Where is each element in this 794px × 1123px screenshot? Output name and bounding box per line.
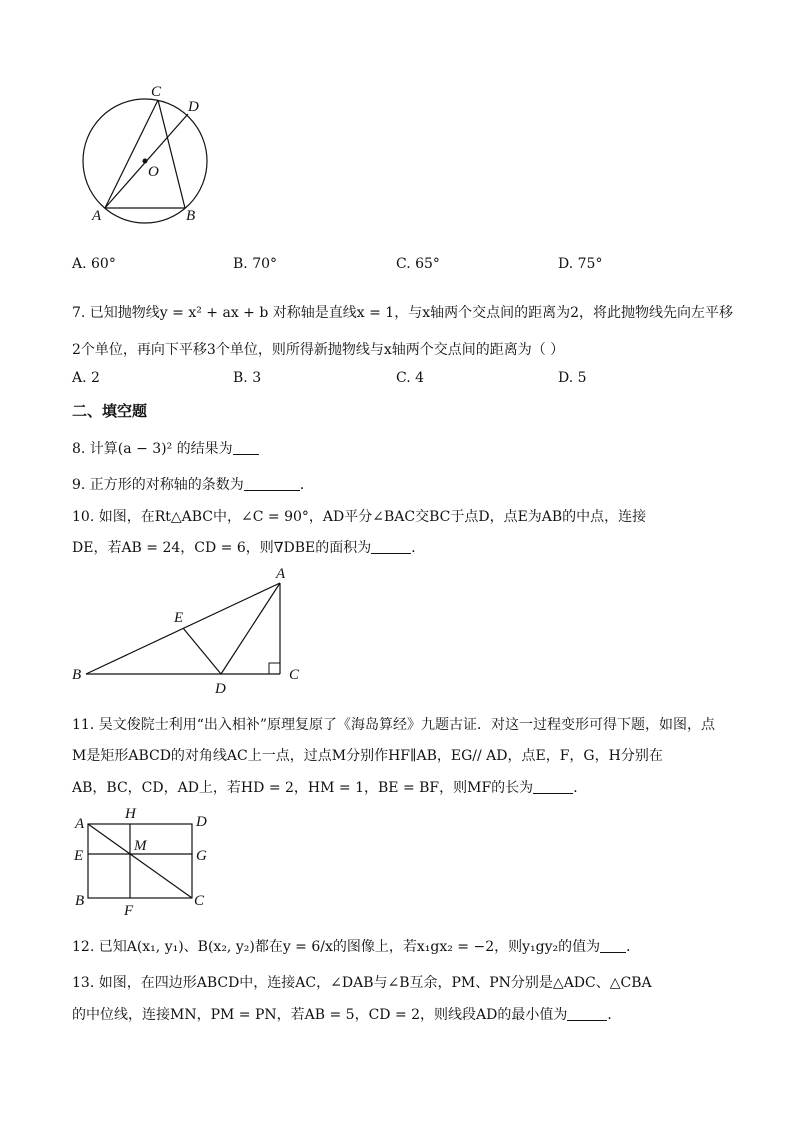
label-B: B — [186, 208, 196, 224]
center-point — [143, 159, 148, 164]
q11-answer-blank — [533, 779, 573, 794]
q10-answer-blank — [371, 539, 411, 554]
q6-option-b: B. 70° — [233, 256, 278, 272]
q12-answer-blank — [600, 938, 626, 953]
q9-line: 9. 正方形的对称轴的条数为 ． — [72, 477, 314, 493]
q7-option-a: A. 2 — [72, 370, 100, 386]
q6-option-a: A. 60° — [72, 256, 116, 272]
diagonal-AC — [88, 824, 192, 898]
q8-text: 8. 计算(a − 3)² 的结果为 — [72, 441, 233, 457]
q8-line — [72, 438, 259, 458]
label-A: A — [92, 208, 102, 224]
q11-text: AB，BC，CD，AD上，若HD = 2，HM = 1，BE = BF，则MF的长为 — [72, 780, 534, 796]
q13-answer-blank — [567, 1006, 607, 1021]
q6-option-d: D. 75° — [558, 256, 603, 272]
label-H: H — [125, 806, 136, 822]
label-G: G — [196, 848, 207, 864]
q12-line: 12. 已知A(x₁, y₁)、B(x₂, y₂)都在y = 6/x的图像上，若x₁gx₂ = −2，则y₁gy₂的值为 ． — [72, 939, 641, 955]
label-C: C — [194, 893, 205, 909]
section-title: 二、填空题 — [72, 402, 148, 420]
q8-answer-blank — [233, 440, 259, 455]
q11-line1: 11. 吴文俊院士利用“出入相补”原理复原了《海岛算经》九题古证．对这一过程变形可得下题，如图，点 — [72, 717, 716, 733]
q7-option-d: D. 5 — [558, 370, 587, 386]
q9-answer-blank — [244, 476, 300, 491]
label-D: D — [196, 814, 207, 830]
label-A: A — [276, 566, 286, 582]
label-O: O — [148, 164, 159, 180]
segment-CB — [158, 100, 185, 208]
label-A: A — [75, 816, 85, 832]
q7-option-b: B. 3 — [233, 370, 262, 386]
q7-line2: 2个单位，再向下平移3个单位，则所得新抛物线与x轴两个交点间的距离为（ ） — [72, 342, 565, 358]
q10-text: DE，若AB = 24，CD = 6，则∇DBE的面积为 — [72, 540, 372, 556]
q12-text: 12. 已知A(x₁, y₁)、B(x₂, y₂)都在y = 6/x的图像上，若x₁gx₂ = −2，则y₁gy₂的值为 — [72, 939, 601, 955]
q6-option-c: C. 65° — [396, 256, 440, 272]
label-E: E — [74, 848, 84, 864]
q9-text: 9. 正方形的对称轴的条数为 — [72, 477, 244, 493]
q11-line2: M是矩形ABCD的对角线AC上一点，过点M分别作HF∥AB，EG// AD，点E，F，G，H分别在 — [72, 748, 663, 764]
triangle-figure — [80, 580, 290, 680]
right-angle-mark — [269, 663, 280, 674]
q7-line1: 7. 已知抛物线y = x² + ax + b 对称轴是直线x = 1，与x轴两个交点间的距离为2，将此抛物线先向左平移 — [72, 305, 734, 321]
label-C: C — [289, 667, 300, 683]
label-D: D — [215, 681, 226, 697]
segment-ED — [183, 628, 221, 674]
q10-line1: 10. 如图，在Rt△ABC中，∠C = 90°，AD平分∠BAC交BC于点D，点E为AB的中点，连接 — [72, 509, 647, 525]
q11-line3: AB，BC，CD，AD上，若HD = 2，HM = 1，BE = BF，则MF的长为 ． — [72, 780, 588, 796]
label-F: F — [124, 903, 134, 919]
q7-option-c: C. 4 — [396, 370, 425, 386]
label-B: B — [72, 667, 82, 683]
q13-line1: 13. 如图，在四边形ABCD中，连接AC，∠DAB与∠B互余，PM、PN分别是△ADC、△CBA — [72, 975, 652, 991]
rectangle-figure — [86, 822, 196, 902]
q13-line2: 的中位线，连接MN，PM = PN，若AB = 5，CD = 2，则线段AD的最小值为 ． — [72, 1007, 622, 1023]
label-M: M — [134, 838, 147, 854]
segment-AC — [105, 100, 158, 208]
label-C: C — [151, 84, 162, 100]
q10-line2: DE，若AB = 24，CD = 6，则∇DBE的面积为 ． — [72, 540, 426, 556]
label-B: B — [75, 893, 85, 909]
label-D: D — [188, 99, 199, 115]
label-E: E — [174, 610, 184, 626]
q13-text: 的中位线，连接MN，PM = PN，若AB = 5，CD = 2，则线段AD的最小值为 — [72, 1007, 568, 1023]
